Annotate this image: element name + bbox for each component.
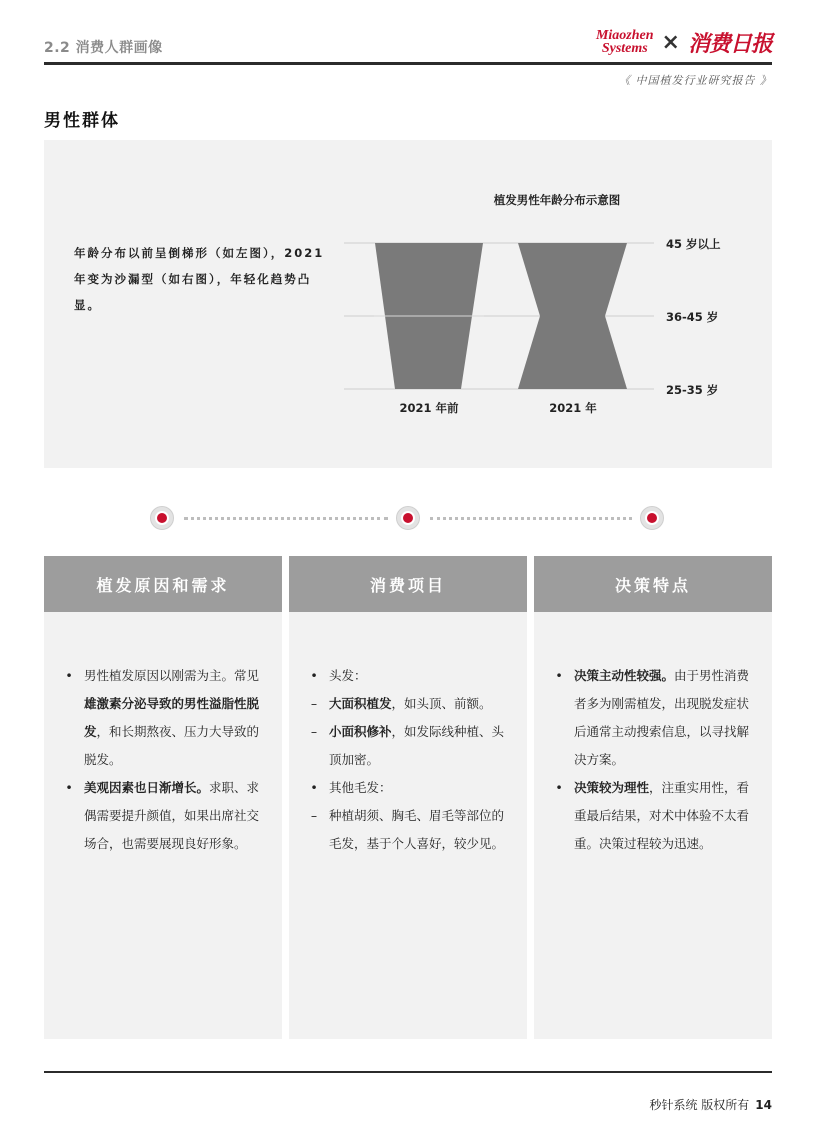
- list-item: [307, 774, 507, 802]
- list-item: [62, 774, 262, 858]
- body-text: 男性植发原因以刚需为主。常见: [84, 668, 260, 683]
- section-header-title: 2.2 消费人群画像: [44, 40, 163, 56]
- timeline-dotted-line-1: [184, 517, 388, 520]
- dash-icon: –: [310, 696, 318, 711]
- column-body: [289, 612, 527, 858]
- emphasis-text: 雄激素分泌导致的男性溢脂性脱发: [84, 696, 260, 739]
- dash-icon: –: [310, 724, 318, 739]
- copyright-text: 秒针系统 版权所有: [649, 1098, 750, 1112]
- list-item: [307, 690, 507, 718]
- timeline-dot-2: [396, 506, 420, 530]
- column-body: [44, 612, 282, 858]
- column-decision-traits: [534, 556, 772, 1039]
- age-distribution-description: 年龄分布以前呈倒梯形（如左图），2021年变为沙漏型（如右图），年轻化趋势凸显。: [74, 246, 325, 312]
- list-item: [307, 662, 507, 690]
- age-label-45-plus: 45 岁以上: [666, 237, 721, 251]
- list-item: [62, 662, 262, 774]
- period-label-before-2021: 2021 年前: [399, 401, 459, 415]
- hourglass-shape-lower: [518, 316, 627, 389]
- diagram-title: 植发男性年龄分布示意图: [493, 193, 621, 207]
- body-text: 其他毛发：: [329, 780, 392, 795]
- emphasis-text: 大面积植发: [329, 696, 392, 711]
- column-title: 植发原因和需求: [44, 556, 282, 612]
- page-number: 14: [755, 1098, 772, 1112]
- emphasis-text: 小面积修补: [329, 724, 392, 739]
- column-title: 消费项目: [289, 556, 527, 612]
- age-distribution-diagram: [44, 140, 772, 468]
- list-item: [552, 774, 752, 858]
- list-item: [307, 718, 507, 774]
- bullet-icon: •: [65, 668, 73, 683]
- footer-divider: [44, 1071, 772, 1073]
- timeline-connector: [150, 506, 670, 532]
- column-consumption-items: [289, 556, 527, 1039]
- timeline-dotted-line-2: [430, 517, 632, 520]
- header-logos: [596, 22, 772, 62]
- list-item: [552, 662, 752, 774]
- age-distribution-panel: [44, 140, 772, 468]
- body-text: 由于男性消费者多为刚需植发，出现脱发症状后通常主动搜索信息，以寻找解决方案。: [574, 668, 750, 767]
- body-text: ，如发际线种植、头顶加密。: [329, 724, 505, 767]
- age-label-25-35: 25-35 岁: [666, 383, 719, 397]
- column-reasons-needs: [44, 556, 282, 1039]
- hourglass-shape-upper: [518, 243, 627, 316]
- miaozhen-logo-line2: Systems: [601, 41, 648, 56]
- section-title: 男性群体: [44, 111, 120, 131]
- timeline-dot-1: [150, 506, 174, 530]
- age-label-36-45: 36-45 岁: [666, 310, 719, 324]
- column-title: 决策特点: [534, 556, 772, 612]
- emphasis-text: 决策主动性较强。: [574, 668, 675, 683]
- body-text: ，和长期熬夜、压力大导致的脱发。: [84, 724, 260, 767]
- body-text: ，如头顶、前额。: [391, 696, 492, 711]
- period-label-2021: 2021 年: [549, 401, 597, 415]
- bullet-icon: •: [310, 668, 318, 683]
- logo-separator-x: ×: [661, 29, 680, 55]
- timeline-dot-3: [640, 506, 664, 530]
- emphasis-text: 美观因素也日渐增长。: [84, 780, 210, 795]
- body-text: 种植胡须、胸毛、眉毛等部位的毛发，基于个人喜好，较少见。: [329, 808, 505, 851]
- body-text: 求职、求偶需要提升颜值，如果出席社交场合，也需要展现良好形象。: [84, 780, 260, 851]
- column-body: [534, 612, 772, 858]
- bullet-icon: •: [555, 668, 563, 683]
- bullet-icon: •: [310, 780, 318, 795]
- miaozhen-logo: [596, 29, 654, 55]
- emphasis-text: 决策较为理性: [574, 780, 650, 795]
- body-text: ，注重实用性，看重最后结果，对术中体验不太看重。决策过程较为迅速。: [574, 780, 750, 851]
- body-text: 头发：: [329, 668, 367, 683]
- report-name: 《 中国植发行业研究报告 》: [619, 74, 772, 87]
- xiaofei-ribao-logo: 消费日报: [687, 30, 772, 57]
- bullet-icon: •: [555, 780, 563, 795]
- footer: [649, 1096, 772, 1113]
- miaozhen-logo-line1: Miaozhen: [595, 28, 654, 43]
- list-item: [307, 802, 507, 858]
- header-divider: [44, 62, 772, 65]
- bullet-icon: •: [65, 780, 73, 795]
- dash-icon: –: [310, 808, 318, 823]
